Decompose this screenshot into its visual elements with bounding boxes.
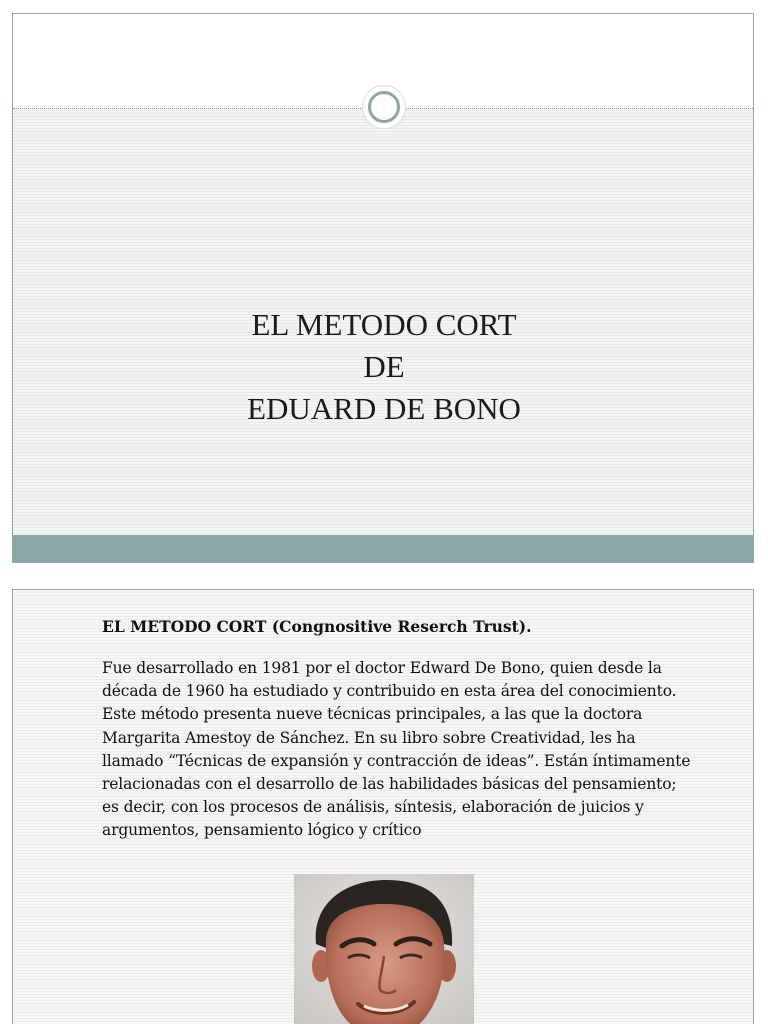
slide-footer-bar [13,535,753,562]
title-slide [12,13,754,563]
content-heading: EL METODO CORT (Congnositive Reserch Trust). [102,617,532,636]
circle-ornament-icon [363,86,405,128]
slide-title-line-2: DE [363,349,405,384]
content-paragraph: Fue desarrollado en 1981 por el doctor Edward De Bono, quien desde la década de 1960 ha estudiado y contribuido en esta área del conocimiento. Este método presenta nueve técnicas principales, a las que la doctora Margarita Amestoy de Sánchez. En su libro sobre Creatividad, les ha llamado “Técnicas de expansión y contracción de ideas”. Están íntimamente relacionadas con el desarrollo de las habilidades básicas del pensamiento; es decir, con los procesos de análisis, síntesis, elaboración de juicios y argumentos, pensamiento lógico y crítico [102,659,691,840]
slide-content [102,616,692,843]
content-slide [12,589,754,1024]
slide-title [13,304,754,430]
slide-title-line-1: EL METODO CORT [251,307,517,342]
ring-icon [368,91,400,123]
portrait-photo [294,874,474,1024]
portrait-illustration [294,874,474,1024]
slide-title-line-3: EDUARD DE BONO [247,391,521,426]
